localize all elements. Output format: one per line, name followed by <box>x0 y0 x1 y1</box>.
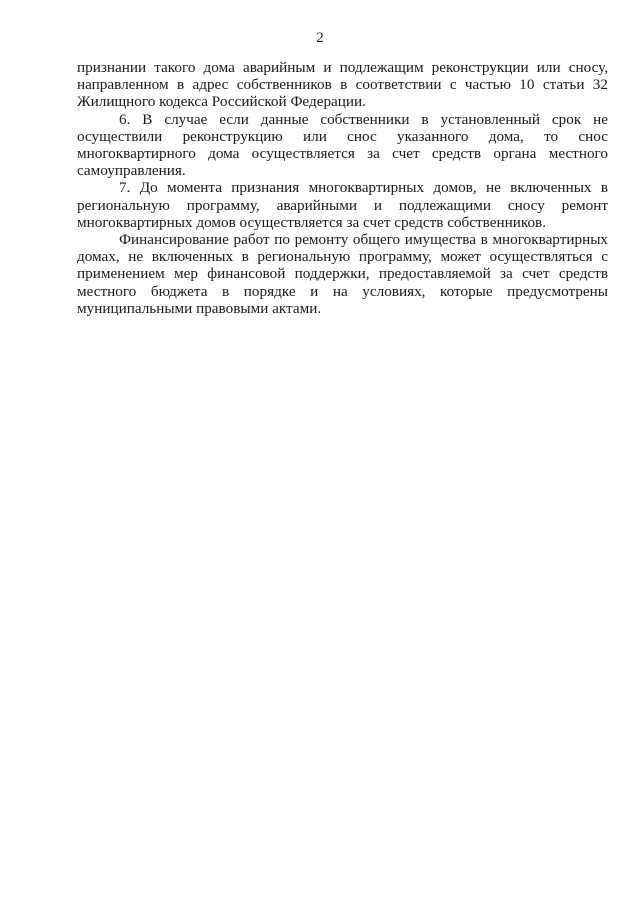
paragraph-item-6: 6. В случае если данные собственники в установленный срок не осуществили реконструкцию или снос указанного дома, то снос многоквартирного дома осуществляется за счет средств органа местного самоуправления. <box>77 110 608 180</box>
paragraph-continuation: признании такого дома аварийным и подлежащим реконструкции или сносу, направленном в адрес собственников в соответствии с частью 10 статьи 32 Жилищного кодекса Российской Федерации. <box>77 59 608 111</box>
document-body <box>77 59 608 317</box>
paragraph-item-7: 7. До момента признания многоквартирных домов, не включенных в региональную программу, аварийными и подлежащими сносу ремонт многоквартирных домов осуществляется за счет средств собственников. <box>77 179 608 231</box>
page-number: 2 <box>316 30 324 46</box>
paragraph-financing: Финансирование работ по ремонту общего имущества в многоквартирных домах, не включенных в региональную программу, может осуществляться с применением мер финансовой поддержки, предоставляемой за счет средств местного бюджета в порядке и на условиях, которые предусмотрены муниципальными правовыми актами. <box>77 231 608 317</box>
